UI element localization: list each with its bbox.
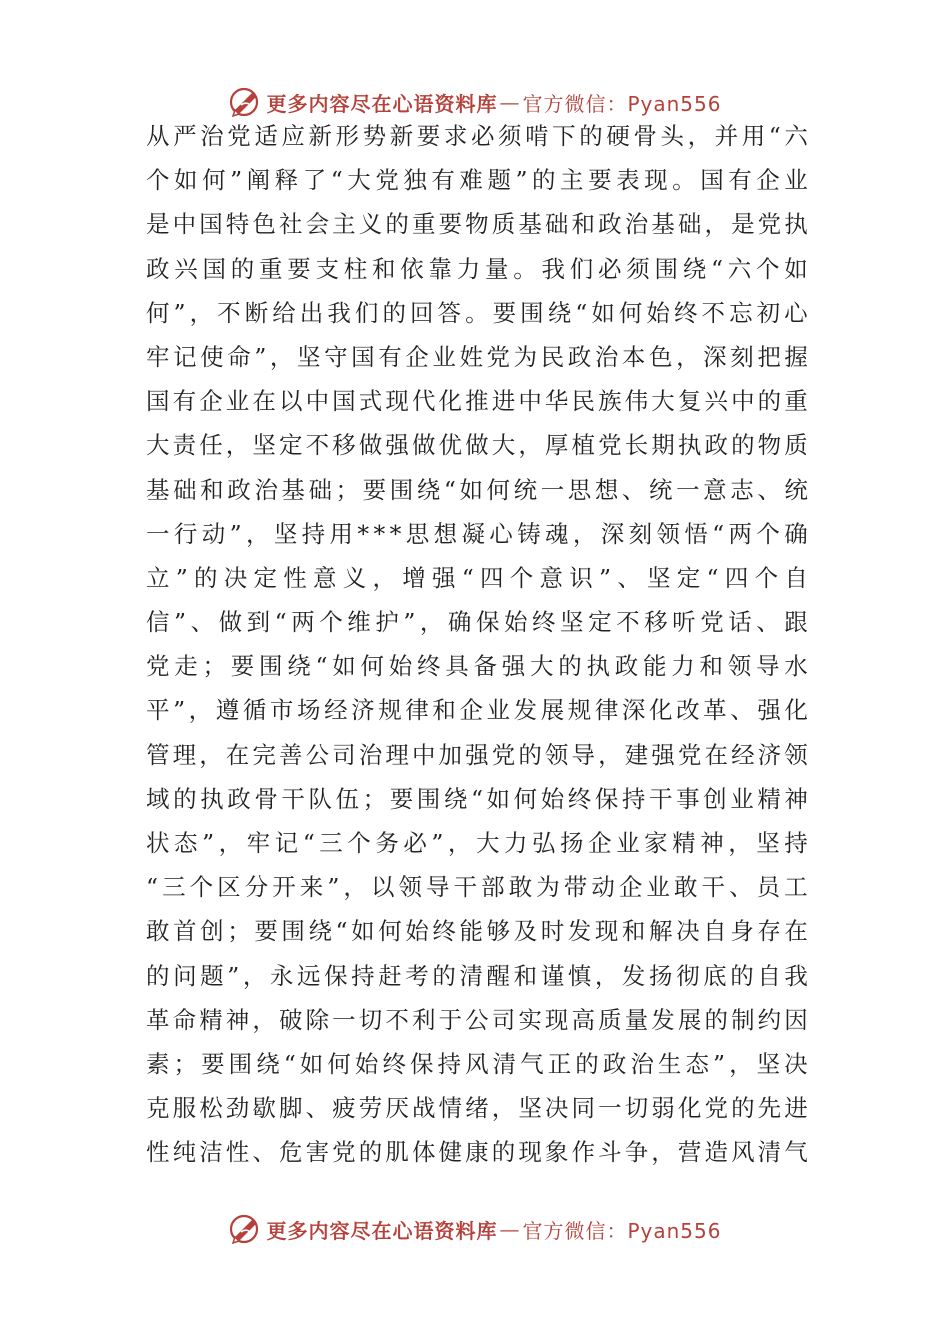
pen-circle-logo-icon — [228, 1212, 262, 1246]
watermark-dash: — — [499, 1217, 521, 1241]
text-line: 域 的 执 政 骨 干 队 伍 ； 要 围 绕 “ 如 何 始 终 保 持 干 事 创 业 精 神 — [146, 784, 808, 813]
text-line: 革 命 精 神 ， 破 除 一 切 不 利 于 公 司 实 现 高 质 量 发 展 的 制 约 因 — [146, 1005, 808, 1034]
document-body — [146, 114, 808, 1175]
watermark-text: 更多内容尽在心语资料库 — [266, 91, 498, 116]
text-line: 立 ” 的 决 定 性 意 义 ， 增 强 “ 四 个 意 识 ” 、 坚 定 “ 四 个 自 — [146, 563, 808, 592]
watermark-contact: 官方微信：Pyan556 — [522, 91, 722, 116]
text-line: 的 问 题 ” ， 永 远 保 持 赶 考 的 清 醒 和 谨 慎 ， 发 扬 彻 底 的 自 我 — [146, 961, 808, 990]
text-line: 克 服 松 劲 歇 脚 、 疲 劳 厌 战 情 绪 ， 坚 决 同 一 切 弱 化 党 的 先 进 — [146, 1094, 808, 1123]
text-line: 从 严 治 党 适 应 新 形 势 新 要 求 必 须 啃 下 的 硬 骨 头 ， 并 用 “ 六 — [146, 122, 808, 150]
text-line: 一 行 动 ” ， 坚 持 用 * * * 思 想 凝 心 铸 魂 ， 深 刻 领 悟 “ 两 个 确 — [146, 519, 808, 548]
text-line: 牢 记 使 命 ” ， 坚 守 国 有 企 业 姓 党 为 民 政 治 本 色 ， 深 刻 把 握 — [146, 342, 808, 371]
text-line: 国 有 企 业 在 以 中 国 式 现 代 化 推 进 中 华 民 族 伟 大 复 兴 中 的 重 — [146, 387, 808, 416]
text-line: 是 中 国 特 色 社 会 主 义 的 重 要 物 质 基 础 和 政 治 基 础 ， 是 党 执 — [146, 210, 808, 239]
text-line: 个 如 何 ” 阐 释 了 “ 大 党 独 有 难 题 ” 的 主 要 表 现 。 国 有 企 业 — [146, 166, 808, 195]
text-line: 敢 首 创 ； 要 围 绕 “ 如 何 始 终 能 够 及 时 发 现 和 解 决 自 身 存 在 — [146, 917, 808, 946]
watermark-dash: — — [499, 90, 521, 114]
text-line: 管 理 ， 在 完 善 公 司 治 理 中 加 强 党 的 领 导 ， 建 强 党 在 经 济 领 — [146, 740, 808, 769]
text-line: 素 ； 要 围 绕 “ 如 何 始 终 保 持 风 清 气 正 的 政 治 生 态 ” ， 坚 决 — [146, 1049, 808, 1078]
text-line: 大 责 任 ， 坚 定 不 移 做 强 做 优 做 大 ， 厚 植 党 长 期 执 政 的 物 质 — [146, 431, 808, 460]
text-line: 何 ” ， 不 断 给 出 我 们 的 回 答 。 要 围 绕 “ 如 何 始 终 不 忘 初 心 — [146, 298, 808, 327]
watermark-contact: 官方微信：Pyan556 — [522, 1218, 722, 1243]
text-line: 平 ” ， 遵 循 市 场 经 济 规 律 和 企 业 发 展 规 律 深 化 改 革 、 强 化 — [146, 696, 808, 725]
footer-watermark — [0, 1209, 950, 1249]
text-line: 信 ” 、 做 到 “ 两 个 维 护 ” ， 确 保 始 终 坚 定 不 移 听 党 话 、 跟 — [146, 608, 808, 637]
text-line: 性 纯 洁 性 、 危 害 党 的 肌 体 健 康 的 现 象 作 斗 争 ， 营 造 风 清 气 — [146, 1138, 808, 1167]
text-line: 政 兴 国 的 重 要 支 柱 和 依 靠 力 量 。 我 们 必 须 围 绕 “ 六 个 如 — [146, 254, 808, 283]
text-line: 状 态 ” ， 牢 记 “ 三 个 务 必 ” ， 大 力 弘 扬 企 业 家 精 神 ， 坚 持 — [146, 829, 808, 857]
text-line: 党 走 ； 要 围 绕 “ 如 何 始 终 具 备 强 大 的 执 政 能 力 和 领 导 水 — [146, 652, 808, 681]
text-line: “ 三 个 区 分 开 来 ” ， 以 领 导 干 部 敢 为 带 动 企 业 敢 干 、 员 工 — [146, 873, 808, 902]
text-line: 基 础 和 政 治 基 础 ； 要 围 绕 “ 如 何 统 一 思 想 、 统 一 意 志 、 统 — [146, 475, 808, 504]
watermark-text: 更多内容尽在心语资料库 — [266, 1218, 498, 1243]
